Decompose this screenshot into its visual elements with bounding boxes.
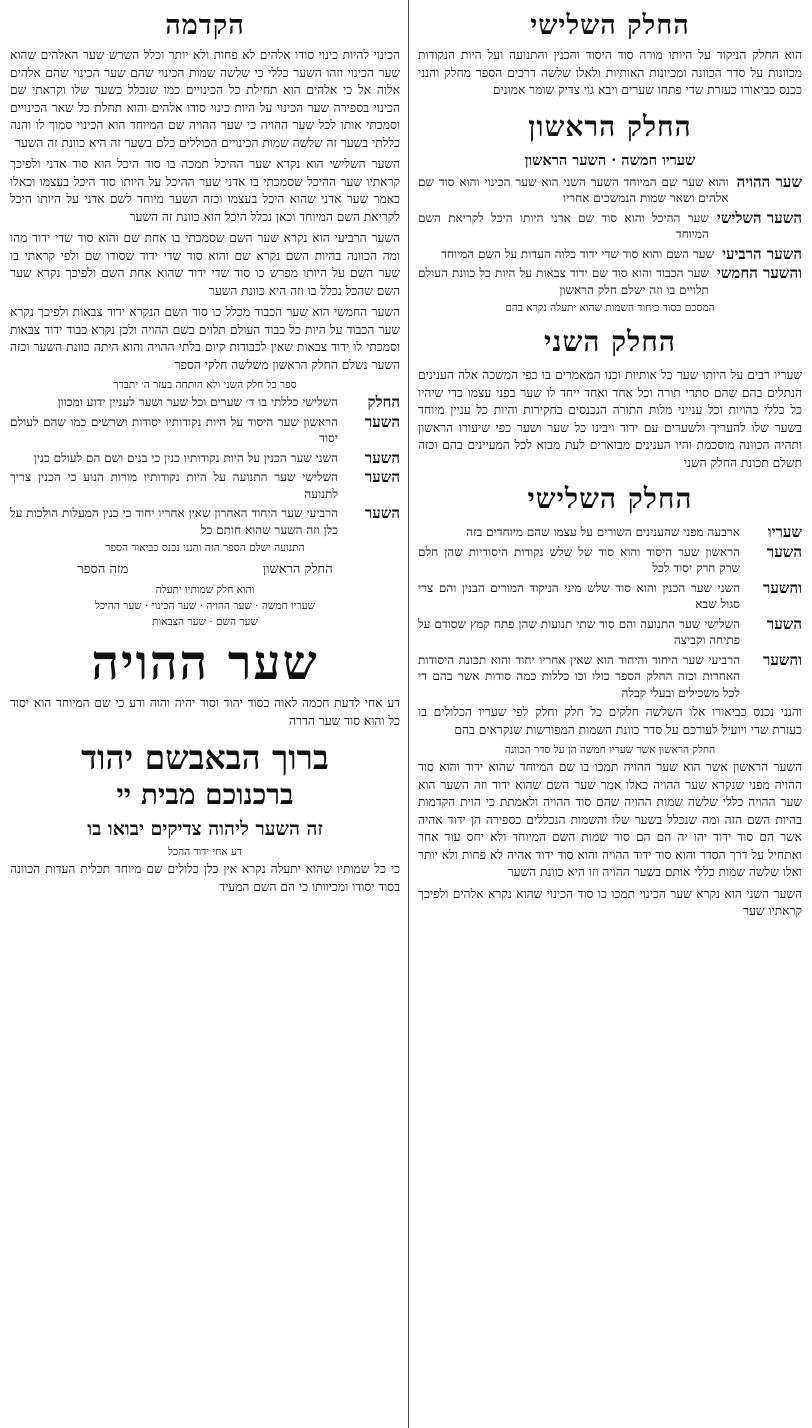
toc-from-book: מזה הספר — [77, 562, 129, 577]
gate-entry — [418, 174, 802, 207]
column-divider — [408, 0, 409, 1428]
first-part-closing: המסכם כסוד כיחוד השמות שהוא יתעלה נקרא בהם — [505, 302, 715, 314]
intro-fourth-gate: השער הרביעי הוא נקרא שער השם שסמכתי בו אחת שם והוא סוד שדי ידוד מהו ומה הכוונה בהיות השם נקרא שם והוא סוד שדי ידוד שסודו שם ולפי קראתי בו שער השם על היותו מפרש כו סוד שדי ידוד שהוא אחת השם ולפיכך נקרא שער השם שהכל נכלל בו וזה היא כוונת השער — [10, 231, 400, 298]
right-column — [412, 0, 810, 1428]
gate-intro: דע אחי לדעת חכמה לאוה כסוד יהוד וסוד יהיה והוה ודע כי שם המיוחד הוא יסוד כל והוא סוד שער הדרה — [10, 696, 400, 728]
gate-text: השלישי כללתי בו ד׳ שערים וכל שער ושער לעניין ידוע ומכוון — [57, 395, 338, 409]
gate-lead: והשער — [763, 650, 802, 669]
gate-entry — [418, 544, 802, 577]
intro-third-gate: השער השלישי הוא נקרא שער ההיכל תמכה בו סוד היכל הוא סוד אדני ולפיכך קראתיו שער ההיכל שסמכתי בו אדני שער ההיכל על היותו סוד היכל בעצמו וכאלו כאמר שער אדני שהוא היכל בעצמו וכזה השער מיוחד לשם אדני על היותו היכל לקריאת השם המיוחד וכאן נכלל היכל הוא כוונת זה השער — [10, 157, 400, 224]
gate-lead: השער — [364, 448, 400, 467]
gate-entry — [10, 414, 400, 447]
gate-lead: שער ההויה — [736, 172, 802, 191]
blessing-line2: ברכנוכם מבית יי — [116, 778, 294, 811]
gate-lead: והשער החמשי — [716, 264, 802, 282]
section-heading-third-part-2: החלק השלישי — [527, 482, 693, 515]
toc-first-part-row — [10, 561, 400, 577]
gate-text: השני שער הכנין על היות נקודותיו כנין כי בנים ושם הם לעולם כנין — [33, 450, 338, 465]
toc-line2: והוא חלק שמותיו יתעלה — [155, 584, 255, 596]
section-heading-second-part: החלק השני — [544, 325, 676, 358]
toc-gates-line1: שעריו חמשה · שער ההויה · שער הכינוי · שער ההיכל — [94, 600, 316, 612]
intro-fifth-gate: השער החמשי הוא שער הכבוד מכלל כו סוד השם הנקרא ידוד צבאות ולפיכך נקרא שער הכבוד על היות כל כבוד העולם תלוים בשם ההויה ולכן נקרא כבוד ידוד צבאות וסמכתי לו ידוד צבאות שאין לכבודות קיום בלתי ההויה והוא היתה כוונת השער וכזה השער נשלם החלק הראשון משלשה חלקי הספר — [10, 305, 400, 372]
gate-title: שער ההויה — [91, 635, 319, 691]
gate-entry — [418, 652, 802, 702]
gate-entry — [418, 616, 802, 649]
closing-heading: דע אחי ידוד ההכל — [168, 846, 242, 858]
gate-entry — [10, 394, 400, 411]
first-part-gates-heading: שעריו חמשה · השער הראשון — [524, 151, 696, 169]
gate-lead: השער — [364, 412, 400, 431]
section-heading-introduction: הקדמה — [165, 10, 245, 41]
toc-first-part: החלק הראשון — [262, 562, 333, 577]
gate-text: ארבעה מפני שהענינים השורים על עצמו שהם מיוחדים בזה — [466, 525, 740, 539]
gate-text: הראשון שער היסוד על היות נקודותיו יסודות ושרשים כמו שהם לעולם יסוד — [10, 414, 338, 445]
gate-entry — [418, 210, 802, 243]
closing-text: כי כל שמותיו שהוא יתעלה נקרא אין כלן כלולים שם מיוחד תכלית העדות הכוונה בסוד יסודו ומכיוותו כי הם השם המעיד — [10, 862, 400, 894]
gate-lead: השער — [364, 468, 400, 486]
third-part-closing: והנני נכנס כביאורו אלו השלשה חלקים כל חלק וחלק לפי שעריו הכלולים בו כעזרת שדי ויועיל לעורכם על סדר כוונת השמות המפורשות שנקראים בהם — [418, 705, 802, 737]
blessing-line1: ברוך הבאבשם יהוד — [81, 738, 329, 777]
gate-entry — [418, 580, 802, 613]
psalm-line: זה השער ליהוה צדיקים יבואו בו — [87, 818, 323, 840]
gate-text: שער ההיכל והוא סוד שם אדני היותו היכל לקריאת השם המיוחד — [418, 210, 709, 241]
gate-entry — [10, 505, 400, 538]
left-column — [2, 0, 406, 1428]
section-heading-first-part: החלק הראשון — [528, 109, 692, 143]
toc-gates-line2: שער השם · שער הצבאות — [152, 616, 258, 628]
gate-lead: והשער — [763, 578, 802, 597]
gate-text: שער הכבוד והוא סוד שם ידוד צבאות על היות כל כוונת העולם תלויים בו וזה ישלם חלק הראשון — [418, 266, 709, 297]
intro-body: הכינוי להיות כינוי סודו אלהים לא פחות ולא יותר וכלל השרש שער האלהים שהוא שער הכינוי וזהו השער כללי כי שלשה שמות הכינוי שהם שער הכינוי שהם אלהים אלוה אל כי אלהים הוא תחילת כל הכינויים כמו שנכלל כשער שלו וקראתי שם הכינוי בספירה שער הכינוי על היות כינוי סודו אלהים והוא תחלת כל שאר הכינויים וסמכתי אותו לכל שער ההויה כי שער ההויה שם המיוחד הוא הכינוי סמוך לו והנה כללתי בשער זה שלשה שמות הכינויים הכוללים כלם בשער זה היא כוונת זה השער — [10, 48, 400, 150]
gate-text: שער השם והוא סוד שדי ידוד כלוה העדות על השם המיוחד — [441, 246, 715, 261]
gate-text: הרביעי שער היחוד האחרון שאין אחריו יחוד כי כנין המעלות הולכות על כלן וזה השער שהוא חותם כל — [10, 506, 338, 537]
gate-lead: החלק — [367, 393, 400, 411]
first-part-of-book-intro: החלק הראשון אשר שעריו חמשה הן על סדר הכוונה — [504, 744, 716, 756]
part-three-closing: התנועה ישלם הספר הזה והנני נכנס כביאור הספר — [105, 542, 305, 554]
gate-entry — [10, 450, 400, 467]
gate-entry — [418, 524, 802, 541]
gate-text: השלישי שער התנועה והם סוד שתי תנועות שהן פתח קמץ שסודם על פתיחה וקביצה — [418, 616, 740, 647]
gate-lead: השער — [766, 542, 802, 561]
gate-lead: השער — [364, 504, 400, 522]
third-part-intro: הוא החלק הניקוד על היותו מורה סוד היסוד והכנין והתנועה ועל היות הנקודות מכוונות על סדר הכוונה ומכיונות האותיות ולאלו שלשה דרכים הספר מחלק והנני ככנס כביאורו כעזרת שדי פתחו שערים ויבא גוי צדיק שומר אמונים — [418, 48, 802, 97]
gate-entry — [418, 265, 802, 298]
gate-text: השלישי שער התנועה על היות נקודותיו מורות הנוע כי הכנין צריך לתנועה — [10, 470, 338, 501]
gate-text: הרביעי שער היחוד והיחוד הוא שאין אחריו יחוד והוא תכונת היסודות האחרות וכזה החלק הספר כולו וכו כללות כמה סודות אשר בהם די לכל משכילים ובעלי קבלה — [418, 652, 740, 700]
gate-text: והוא שער שם המיוחד השער השני הוא שער הכינוי והוא סוד שם אלהים ושאר שמות הנמשכים אחריו — [418, 174, 729, 205]
gate-lead: השער השלישי — [716, 208, 802, 227]
section-heading-third-part: החלק השלישי — [530, 10, 690, 41]
gate-lead: שעריו — [767, 523, 802, 541]
gate-text: הראשון שער היסוד והוא סוד של שלש נקודות היסודיות שהן חלם שרק חרק יסוד לכל — [418, 544, 740, 575]
gate-text: השני שער הכנין והוא סוד שלש מיני הניקוד המורים הבנין והם צרי סגול שבא — [418, 580, 740, 611]
gate-entry — [10, 469, 400, 502]
second-part-text: שעריו רבים על היותו שער כל אותיות וכנו המאמרים בו כפי המשכה אלה הענינים הנתלים בהם שהם סתרי תורה וכל אחד ואחד ייחד לו שער בפני עצמו כדי שיהיו כל כללי כהויות וכל ענייני מלות התורה הנכנסים בחקירות והיות כל עניין מיוחד בשער שלו להעריך ולשערים עם ידוד ויבינו כל שער ושער כפי שיעורו הראשון ותהיה הכוונה מוסכמת והיו הענינים מבוארים לעת מבוא לכל המעיינים בהם וכזה תשלם תכונת החלק השני — [418, 368, 802, 470]
gate-lead: השער הרביעי — [722, 244, 802, 263]
first-gate-text: השער הראשון אשר הוא שער ההויה תמכו בו שם המיוחד שהוא ידוד והוא סוד ההויה מפני שנקרא שער ההויה כאלו אמר שער השם שהוא ידוד וזה השער הוא שער ההויה כללי שלשה שמות ההויה שהם סוד ההויה ולאמתת כי הוית הקדמות בהיות השם הזה ומה שנכלל בשער שלו והשמות הנכללים כספירה הן ידוד אהיה אשר הם סוד ידוד יהו יה הם הם סוד שמות השם המיוחד ולא יחס עוד אחר ואתחיל על דרך הסדר והוא סוד ידוד ההויה והוא סוד ידוד אהיה לא פחות ולא יותר ואלו שלשה שמות כללי אותם בשער ההויה וזו היא כוונת השער — [418, 760, 802, 879]
gate-lead: השער — [766, 614, 802, 633]
gate-entry — [418, 246, 802, 263]
second-gate-text: השער השני הוא נקרא שער הכינוי תמכו כו סוד הכינוי שהוא נקרא אלהים ולפיכך קראתיו שער — [418, 886, 802, 918]
divider-note: ספר כל חלק השני ולא הותחה בעזר ה׳ יתברך — [113, 379, 297, 391]
